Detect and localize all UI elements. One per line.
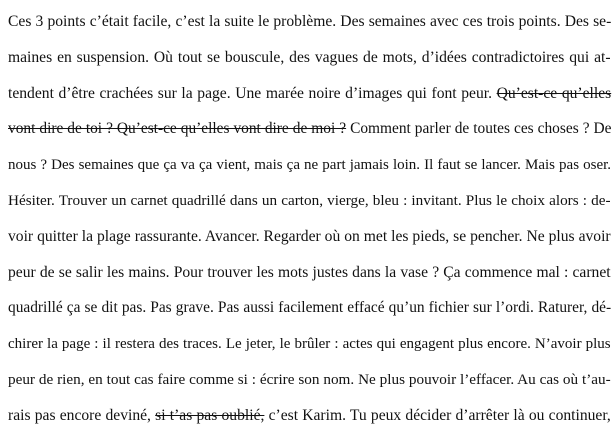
text-segment: Hésiter. Trouver un carnet quadrillé dans un carton, vierge, bleu : invitant. Plus le choix alors : de-: [8, 192, 611, 209]
text-line-5: [8, 151, 611, 179]
text-line-11: [8, 366, 611, 394]
text-line-3: [8, 80, 611, 108]
text-line-9: [8, 294, 611, 322]
text-line-6: [8, 187, 611, 215]
text-line-1: [8, 8, 611, 36]
text-segment: nous ? Des semaines que ça va ça vient, mais ça ne part jamais loin. Il faut se lancer. Mais pas oser.: [8, 157, 612, 173]
text-line-8: [8, 259, 611, 287]
text-segment: Ces 3 points c’était facile, c’est la suite le problème. Des semaines avec ces trois points. Des se-: [8, 13, 612, 30]
text-line-2: [8, 44, 611, 72]
text-segment: Comment parler de toutes ces choses ? De: [346, 120, 612, 137]
text-line-12: [8, 402, 611, 430]
text-segment: voir quitter la plage rassurante. Avancer. Regarder où on met les pieds, se pencher. Ne plus avoir: [8, 228, 611, 245]
struck-text: vont dire de toi ? Qu’est-ce qu’elles vont dire de moi ?: [8, 120, 347, 137]
text-segment: peur de se salir les mains. Pour trouver les mots justes dans la vase ? Ça commence mal : carnet: [8, 264, 611, 281]
struck-text: si t’as pas oublié,: [155, 407, 265, 424]
text-segment: rais pas encore deviné,: [8, 407, 156, 424]
text-line-7: [8, 223, 611, 251]
text-segment: chirer la page : il restera des traces. Le jeter, le brûler : actes qui engagent plus encore. N’avoir plus: [8, 336, 611, 352]
text-segment: tendent d’être crachées sur la page. Une marée noire d’images qui font peur.: [8, 85, 497, 102]
text-line-10: [8, 330, 611, 358]
text-line-4: [8, 115, 611, 143]
text-segment: peur de rien, en tout cas faire comme si : écrire son nom. Ne plus pouvoir l’effacer. Au cas où t’au-: [8, 371, 611, 388]
text-segment: c’est Karim. Tu peux décider d’arrêter là ou continuer,: [264, 407, 611, 424]
text-segment: maines en suspension. Où tout se bouscule, des vagues de mots, d’idées contradictoires qui at-: [8, 49, 611, 66]
text-segment: quadrillé ça se dit pas. Pas grave. Pas aussi facilement effacé qu’un fichier sur l’ordi. Raturer, dé-: [8, 299, 612, 316]
struck-text: Qu’est-ce qu’elles: [496, 85, 612, 102]
